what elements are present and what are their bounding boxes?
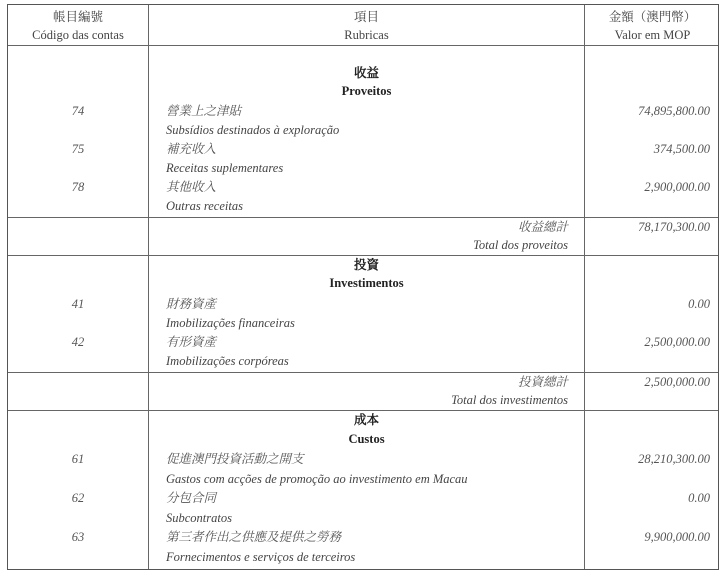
budget-table bbox=[7, 4, 719, 570]
total-label-zh: 投資總計 bbox=[517, 375, 568, 389]
item-amount: 74,895,800.00 bbox=[638, 104, 710, 118]
header-item-zh: 項目 bbox=[353, 10, 379, 24]
header-amount-pt: Valor em MOP bbox=[614, 28, 691, 42]
section-title-pt: Custos bbox=[348, 432, 385, 446]
total-label-zh: 收益總計 bbox=[517, 220, 568, 234]
account-code: 74 bbox=[71, 104, 85, 118]
total-label-pt: Total dos investimentos bbox=[451, 393, 568, 407]
section-divider-investimentos bbox=[8, 255, 718, 256]
account-code: 62 bbox=[71, 491, 85, 505]
item-name-pt: Gastos com acções de promoção ao investimento em Macau bbox=[166, 472, 468, 486]
item-amount: 9,900,000.00 bbox=[644, 530, 710, 544]
item-amount: 374,500.00 bbox=[653, 142, 710, 156]
header-code-pt: Código das contas bbox=[32, 28, 124, 42]
header-amount-zh: 金額（澳門幣） bbox=[608, 10, 697, 24]
item-name-zh: 促進澳門投資活動之開支 bbox=[166, 452, 304, 466]
section-divider-investimentos-total bbox=[8, 372, 718, 373]
item-name-zh: 分包合同 bbox=[166, 491, 217, 505]
total-amount: 78,170,300.00 bbox=[638, 220, 710, 234]
section-title-zh: 成本 bbox=[353, 413, 379, 427]
item-amount: 2,900,000.00 bbox=[644, 180, 710, 194]
item-amount: 0.00 bbox=[688, 491, 710, 505]
account-code: 75 bbox=[71, 142, 85, 156]
total-amount: 2,500,000.00 bbox=[644, 375, 710, 389]
item-name-pt: Fornecimentos e serviços de terceiros bbox=[166, 550, 356, 564]
section-title-zh: 投資 bbox=[353, 258, 379, 272]
total-label-pt: Total dos proveitos bbox=[473, 238, 568, 252]
account-code: 63 bbox=[71, 530, 85, 544]
section-divider-proveitos-total bbox=[8, 217, 718, 218]
item-name-pt: Subsídios destinados à exploração bbox=[166, 123, 340, 137]
header-item-pt: Rubricas bbox=[344, 28, 389, 42]
section-divider-custos bbox=[8, 410, 718, 411]
column-divider-amount bbox=[584, 5, 585, 569]
item-amount: 0.00 bbox=[688, 297, 710, 311]
item-name-pt: Subcontratos bbox=[166, 511, 232, 525]
section-title-pt: Investimentos bbox=[329, 276, 404, 290]
account-code: 41 bbox=[71, 297, 85, 311]
item-name-zh: 補充收入 bbox=[166, 142, 217, 156]
item-name-zh: 第三者作出之供應及提供之勞務 bbox=[166, 530, 342, 544]
account-code: 42 bbox=[71, 335, 85, 349]
section-title-pt: Proveitos bbox=[341, 84, 392, 98]
item-amount: 28,210,300.00 bbox=[638, 452, 710, 466]
account-code: 78 bbox=[71, 180, 85, 194]
item-amount: 2,500,000.00 bbox=[644, 335, 710, 349]
item-name-pt: Outras receitas bbox=[166, 199, 243, 213]
item-name-zh: 財務資產 bbox=[166, 297, 217, 311]
item-name-pt: Receitas suplementares bbox=[166, 161, 284, 175]
account-code: 61 bbox=[71, 452, 85, 466]
item-name-zh: 有形資產 bbox=[166, 335, 217, 349]
header-code-zh: 帳目編號 bbox=[52, 10, 103, 24]
item-name-pt: Imobilizações corpóreas bbox=[166, 354, 289, 368]
item-name-zh: 其他收入 bbox=[166, 180, 217, 194]
item-name-pt: Imobilizações financeiras bbox=[166, 316, 295, 330]
section-title-zh: 收益 bbox=[353, 66, 379, 80]
header-divider bbox=[8, 45, 718, 46]
item-name-zh: 營業上之津貼 bbox=[166, 104, 242, 118]
